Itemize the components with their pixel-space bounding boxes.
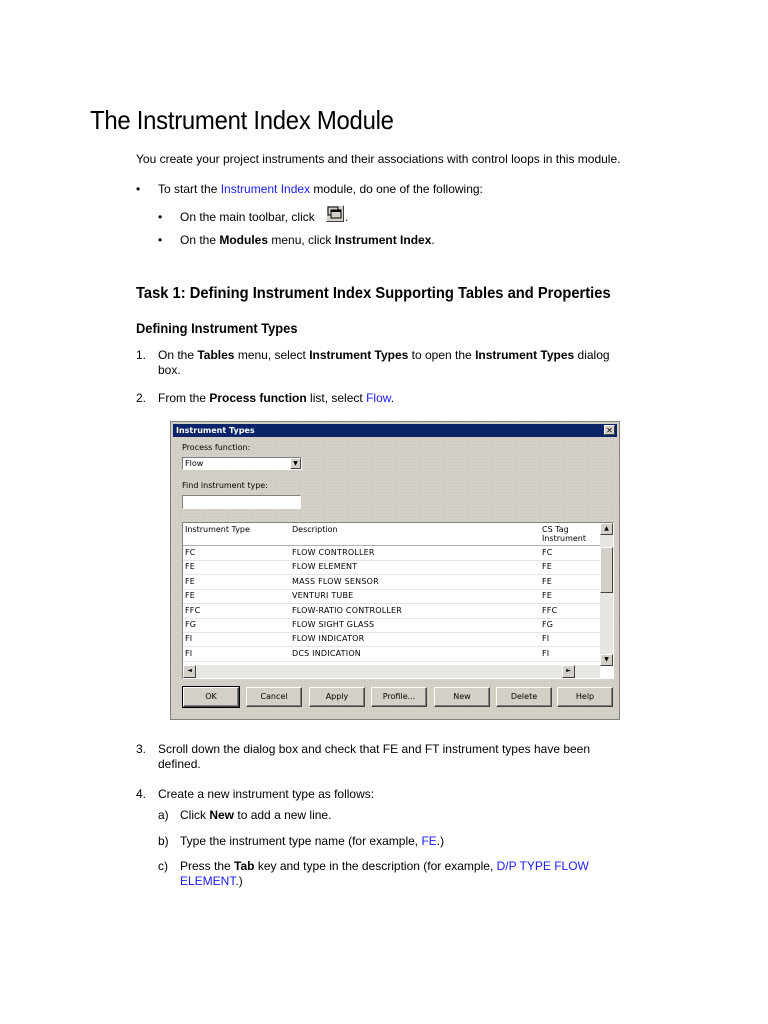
- cancel-button[interactable]: Cancel: [246, 687, 302, 707]
- scroll-left-icon[interactable]: ◄: [183, 665, 196, 678]
- step3-text: Scroll down the dialog box and check that FE and FT instrument types have been: [158, 742, 591, 756]
- table-cell: FE: [185, 576, 196, 586]
- table-cell: FC: [542, 548, 553, 557]
- table-row[interactable]: [183, 589, 600, 604]
- table-cell: FLOW SIGHT GLASS: [292, 620, 375, 629]
- horizontal-scrollbar[interactable]: [183, 665, 600, 678]
- column-header[interactable]: Instrument Type: [185, 525, 250, 534]
- substep-a-text: Click New to add a new line.: [180, 808, 332, 822]
- table-row[interactable]: [183, 604, 600, 619]
- step-number: 2.: [136, 391, 147, 405]
- step1-text: On the Tables menu, select Instrument Types to open the Instrument Types dialog: [158, 348, 610, 362]
- step-number: 1.: [136, 348, 147, 362]
- new-button[interactable]: New: [434, 687, 490, 707]
- dialog-title: Instrument Types: [176, 426, 255, 435]
- bullet-dot: •: [158, 210, 163, 224]
- table-cell: FLOW-RATIO CONTROLLER: [292, 605, 403, 615]
- table-row[interactable]: [183, 560, 600, 575]
- table-cell: MASS FLOW SENSOR: [292, 576, 379, 586]
- intro-paragraph: You create your project instruments and their associations with control loops in this module.: [136, 152, 621, 166]
- scroll-up-icon[interactable]: ▲: [600, 523, 613, 535]
- process-function-label: Process function:: [182, 443, 251, 452]
- instrument-index-toolbar-icon[interactable]: [326, 205, 344, 222]
- table-cell: FLOW CONTROLLER: [292, 548, 375, 557]
- section-heading: Defining Instrument Types: [136, 320, 298, 336]
- step1-text-cont: box.: [158, 363, 181, 377]
- example-fe-link[interactable]: FE: [421, 834, 437, 848]
- bullet-dot: •: [158, 233, 163, 247]
- table-cell: FI: [185, 634, 193, 644]
- table-cell: FFC: [185, 605, 201, 615]
- close-icon[interactable]: ✕: [604, 425, 615, 435]
- table-cell: FI: [542, 634, 550, 644]
- dialog-titlebar: [173, 424, 617, 437]
- table-cell: FC: [185, 548, 196, 557]
- substep-c-text-cont: ELEMENT.): [180, 874, 243, 888]
- bullet-dot: •: [136, 182, 141, 196]
- table-row[interactable]: [183, 546, 600, 561]
- instrument-types-dialog: [170, 421, 620, 720]
- instrument-types-grid[interactable]: [182, 522, 614, 679]
- toolbar-option-period: .: [345, 210, 349, 224]
- table-row[interactable]: [183, 632, 600, 647]
- toolbar-option: On the main toolbar, click: [180, 210, 315, 224]
- table-cell: FE: [185, 591, 196, 601]
- step2-text: From the Process function list, select Flow.: [158, 391, 395, 405]
- table-cell: FFC: [542, 605, 558, 615]
- substep-b-text: Type the instrument type name (for example, FE.): [180, 834, 445, 848]
- delete-button[interactable]: Delete: [496, 687, 552, 707]
- process-function-select[interactable]: Flow ▼: [182, 457, 302, 470]
- step4-text: Create a new instrument type as follows:: [158, 787, 375, 801]
- flow-link[interactable]: Flow: [366, 391, 391, 405]
- table-cell: FI: [185, 648, 193, 658]
- column-header[interactable]: CS Tag Instrument: [542, 525, 587, 543]
- ok-button[interactable]: OK: [183, 687, 239, 707]
- example-description-link-cont[interactable]: ELEMENT: [180, 874, 236, 888]
- table-cell: FE: [542, 562, 553, 572]
- table-cell: FE: [542, 591, 553, 601]
- menu-option: On the Modules menu, click Instrument Index.: [180, 233, 435, 247]
- task-heading: Task 1: Defining Instrument Index Supporting Tables and Properties: [136, 285, 611, 302]
- grid-header: [183, 523, 600, 546]
- help-button[interactable]: Help: [557, 687, 613, 707]
- table-cell: FI: [542, 648, 550, 658]
- step-number: 3.: [136, 742, 147, 756]
- instrument-index-link[interactable]: Instrument Index: [220, 182, 311, 196]
- table-row[interactable]: [183, 618, 600, 633]
- table-cell: VENTURI TUBE: [292, 591, 354, 601]
- apply-button[interactable]: Apply: [309, 687, 365, 707]
- table-cell: FLOW INDICATOR: [292, 634, 365, 644]
- table-cell: FE: [185, 562, 196, 572]
- profile-button[interactable]: Profile...: [371, 687, 427, 707]
- scroll-thumb[interactable]: [600, 547, 613, 593]
- substep-label: b): [158, 834, 169, 848]
- table-row[interactable]: [183, 647, 600, 662]
- find-instrument-type-input[interactable]: [182, 495, 301, 509]
- step3-text-cont: defined.: [158, 757, 201, 771]
- scroll-right-icon[interactable]: ►: [562, 665, 575, 678]
- table-cell: FLOW ELEMENT: [292, 562, 358, 572]
- substep-label: c): [158, 859, 168, 873]
- table-row[interactable]: [183, 575, 600, 590]
- table-cell: FG: [542, 620, 554, 629]
- chevron-down-icon[interactable]: ▼: [290, 458, 301, 469]
- example-description-link[interactable]: D/P TYPE FLOW: [496, 859, 589, 873]
- column-header[interactable]: Description: [292, 525, 338, 534]
- table-cell: DCS INDICATION: [292, 648, 361, 658]
- substep-label: a): [158, 808, 169, 822]
- vertical-scrollbar[interactable]: [600, 523, 613, 666]
- page-title: The Instrument Index Module: [90, 105, 394, 135]
- substep-c-text: Press the Tab key and type in the description (for example, D/P TYPE FLOW: [180, 859, 589, 873]
- step-number: 4.: [136, 787, 147, 801]
- table-cell: FE: [542, 576, 553, 586]
- table-cell: FG: [185, 620, 197, 629]
- start-instruction: To start the Instrument Index module, do one of the following:: [158, 182, 483, 196]
- scroll-down-icon[interactable]: ▼: [600, 654, 613, 666]
- find-instrument-type-label: Find instrument type:: [182, 481, 268, 490]
